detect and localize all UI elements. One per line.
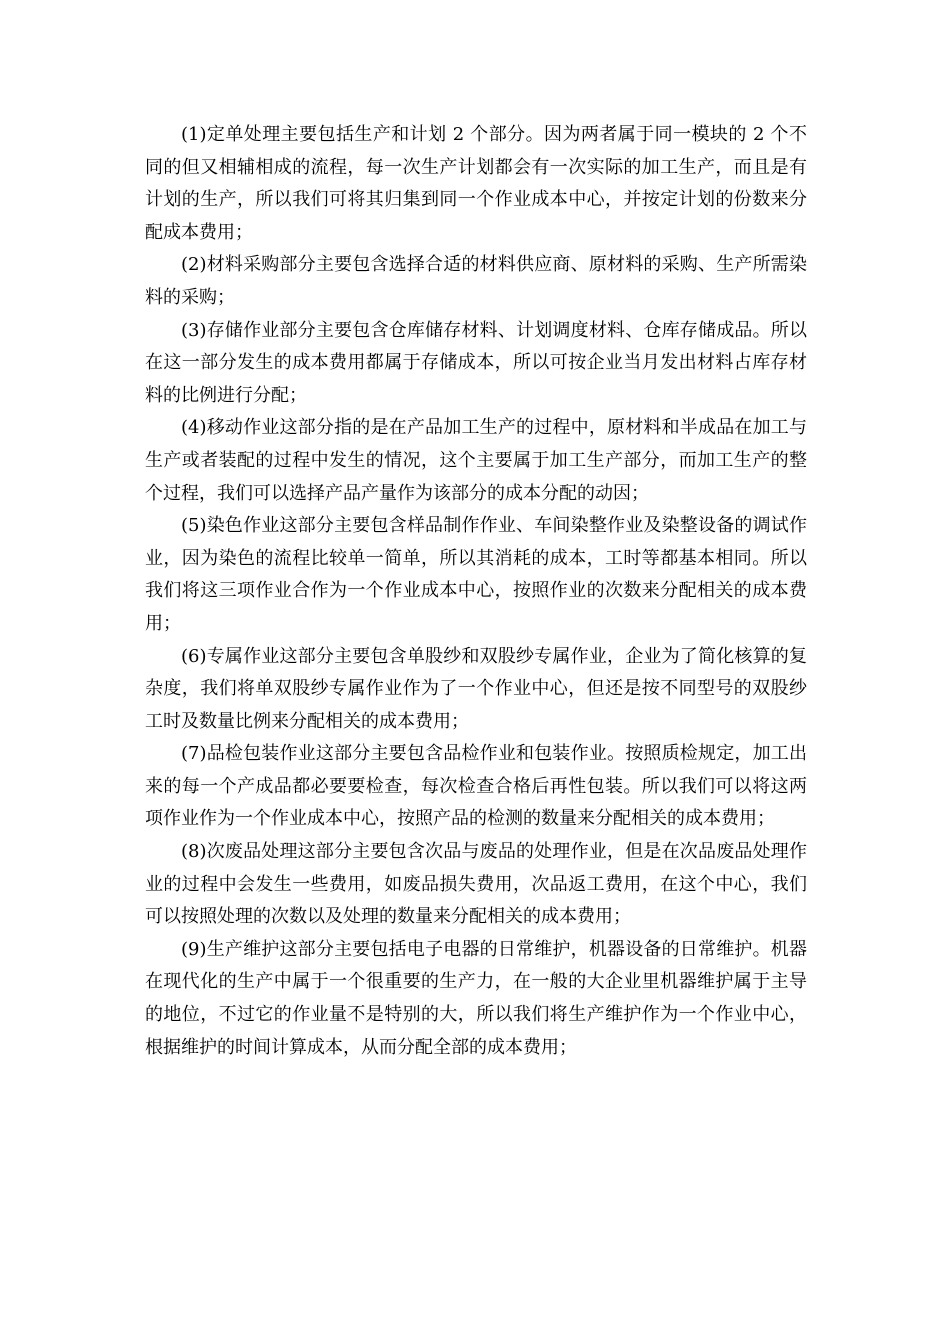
paragraph-5: (5)染色作业这部分主要包含样品制作作业、车间染整作业及染整设备的调试作业，因为染色的流程比较单一简单，所以其消耗的成本，工时等都基本相同。所以我们将这三项作业合作为一个作业成本中心，按照作业的次数来分配相关的成本费用；: [145, 515, 807, 634]
paragraph-2: (2)材料采购部分主要包含选择合适的材料供应商、原材料的采购、生产所需染料的采购；: [145, 254, 807, 308]
paragraph-4: (4)移动作业这部分指的是在产品加工生产的过程中，原材料和半成品在加工与生产或者装配的过程中发生的情况，这个主要属于加工生产部分，而加工生产的整个过程，我们可以选择产品产量作为该部分的成本分配的动因；: [145, 417, 807, 504]
paragraph-7: (7)品检包装作业这部分主要包含品检作业和包装作业。按照质检规定，加工出来的每一个产成品都必要要检查，每次检查合格后再性包装。所以我们可以将这两项作业作为一个作业成本中心，按照产品的检测的数量来分配相关的成本费用；: [145, 743, 807, 830]
paragraph-3: (3)存储作业部分主要包含仓库储存材料、计划调度材料、仓库存储成品。所以在这一部分发生的成本费用都属于存储成本，所以可按企业当月发出材料占库存材料的比例进行分配；: [145, 319, 807, 406]
paragraph-1: (1)定单处理主要包括生产和计划 2 个部分。因为两者属于同一模块的 2 个不同的但又相辅相成的流程，每一次生产计划都会有一次实际的加工生产，而且是有计划的生产，所以我们可将其归集到同一个作业成本中心，并按定计划的份数来分配成本费用；: [145, 124, 807, 243]
paragraph-6: (6)专属作业这部分主要包含单股纱和双股纱专属作业，企业为了简化核算的复杂度，我们将单双股纱专属作业作为了一个作业中心，但还是按不同型号的双股纱工时及数量比例来分配相关的成本费用；: [145, 645, 807, 732]
document-body: [145, 119, 807, 1064]
paragraph-9: (9)生产维护这部分主要包括电子电器的日常维护，机器设备的日常维护。机器在现代化的生产中属于一个很重要的生产力，在一般的大企业里机器维护属于主导的地位，不过它的作业量不是特别的大，所以我们将生产维护作为一个作业中心，根据维护的时间计算成本，从而分配全部的成本费用；: [145, 938, 807, 1058]
paragraph-8: (8)次废品处理这部分主要包含次品与废品的处理作业，但是在次品废品处理作业的过程中会发生一些费用，如废品损失费用，次品返工费用，在这个中心，我们可以按照处理的次数以及处理的数量来分配相关的成本费用；: [145, 841, 807, 928]
